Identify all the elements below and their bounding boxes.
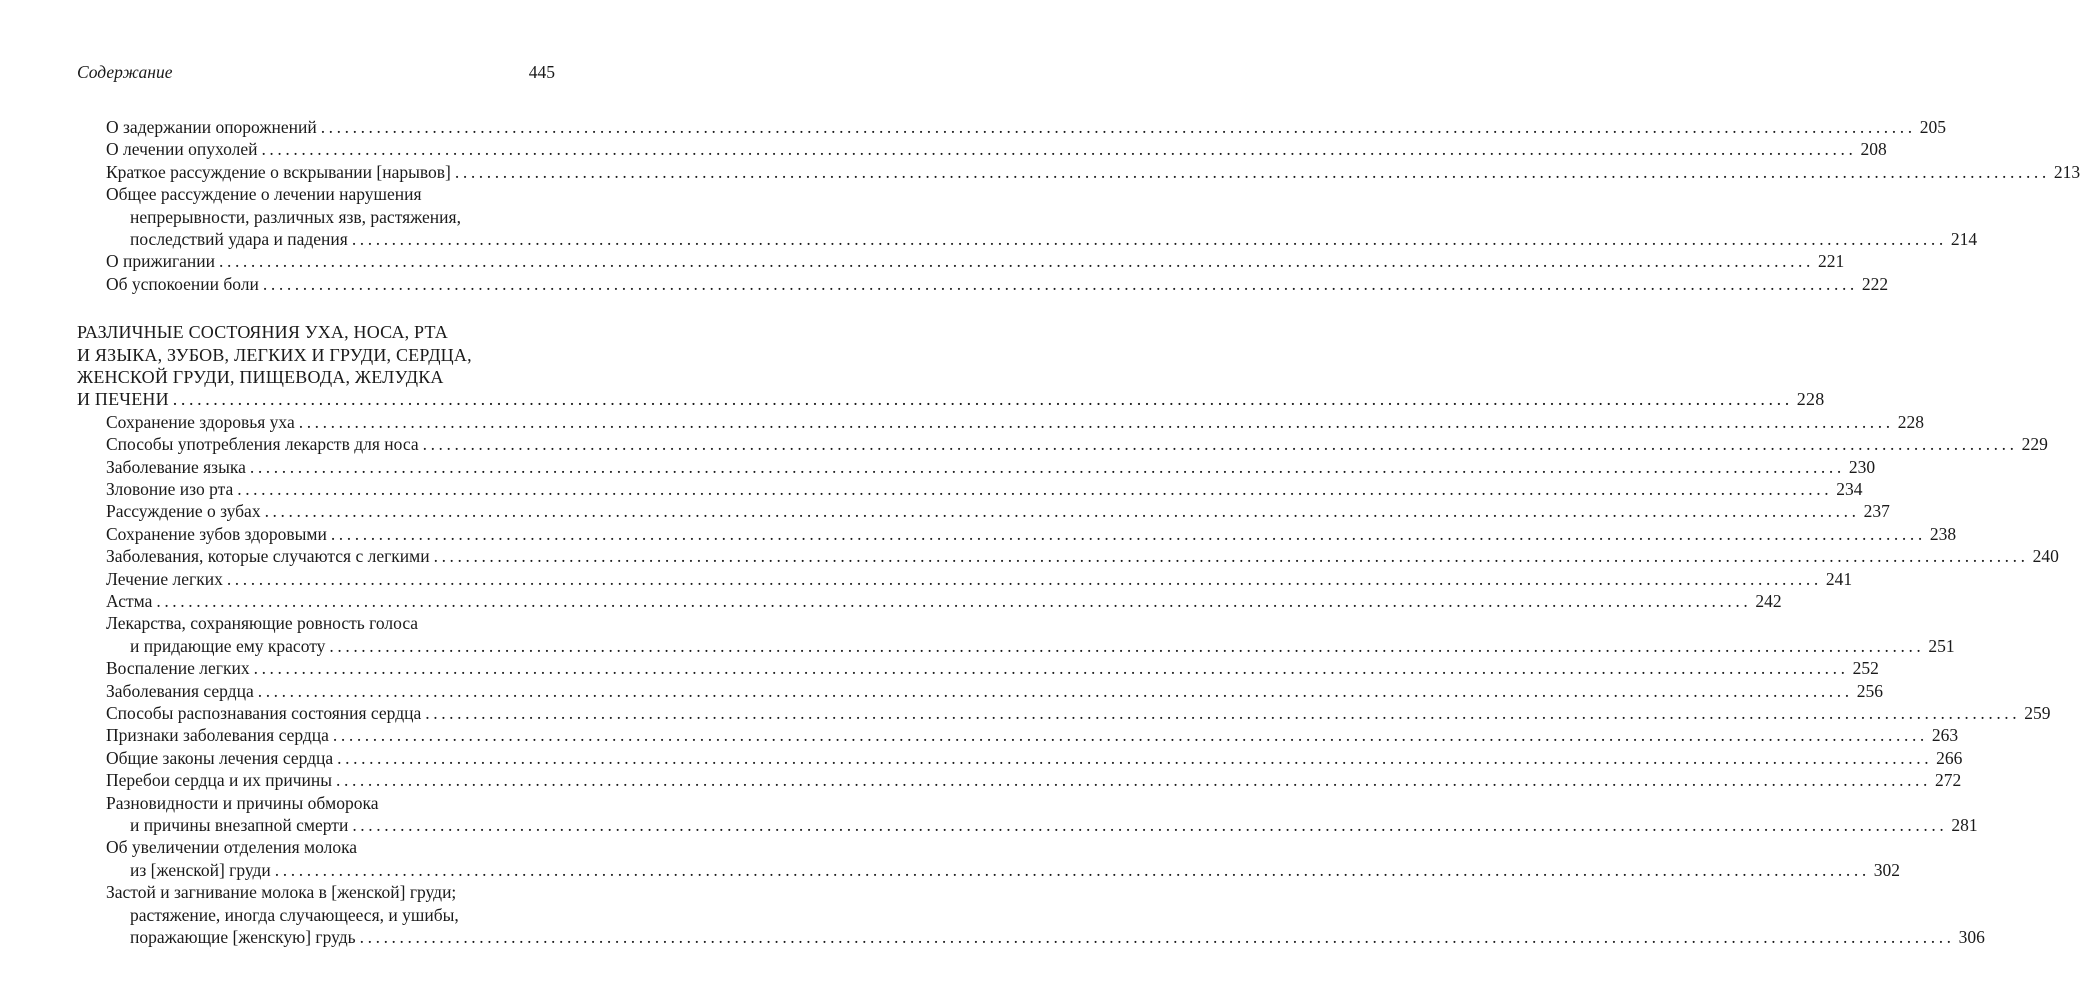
toc-entry-line [106, 702, 2051, 724]
dot-leader: ........................................................................................................................................................................................................ [298, 411, 1894, 432]
toc-entry-line [106, 769, 1962, 791]
dot-leader: ........................................................................................................................................................................................................ [359, 926, 1955, 947]
toc-entry-title: Заболевания сердца [106, 680, 254, 701]
toc-entry-title: О задержании опорожнений [106, 117, 317, 137]
toc-entry-title: Лекарства, сохраняющие ровность голоса [106, 613, 419, 634]
toc-entry-page: 259 [2024, 703, 2051, 723]
toc-entry-title: Воспаление легких [106, 658, 250, 679]
toc-entry-title: Заболевание языка [106, 456, 246, 477]
toc-entry-line [106, 612, 418, 634]
dot-leader: ........................................................................................................................................................................................................ [351, 228, 1947, 249]
toc-entry-line [130, 635, 1955, 657]
toc-entry-line [106, 590, 1782, 612]
toc-entry-line [106, 183, 422, 205]
toc-entry-page: 228 [1796, 389, 1825, 410]
toc-entry-line [77, 344, 472, 366]
toc-entry-page: 213 [2053, 161, 2080, 182]
toc-entry-title: Сохранение здоровья уха [106, 411, 295, 432]
running-title: Содержание [77, 62, 173, 82]
dot-leader: ........................................................................................................................................................................................................ [262, 273, 1858, 294]
toc-entry-page: 306 [1958, 926, 1985, 947]
toc-entry-line [106, 881, 456, 903]
toc-entry-title: Зловоние изо рта [106, 479, 234, 499]
toc-entry-title: ЖЕНСКОЙ ГРУДИ, ПИЩЕВОДА, ЖЕЛУДКА [77, 366, 444, 387]
dot-leader: ........................................................................................................................................................................................................ [433, 546, 2029, 567]
toc-entry-line [106, 747, 1963, 769]
toc-entry-line [130, 926, 1985, 948]
toc-entry-page: 229 [2021, 434, 2048, 455]
toc-entry-line [106, 478, 1863, 500]
toc-entry-line [106, 657, 1879, 679]
toc-entry-page: 263 [1931, 725, 1959, 746]
toc-entry-page: 208 [1860, 139, 1887, 160]
dot-leader: ........................................................................................................................................................................................................ [330, 523, 1926, 544]
toc-entry-line [106, 523, 1957, 545]
dot-leader: ........................................................................................................................................................................................................ [257, 680, 1853, 701]
toc-entry-line [106, 792, 378, 814]
dot-leader: ........................................................................................................................................................................................................ [454, 161, 2050, 182]
toc-entry-title: Застой и загнивание молока в [женской] груди; [106, 882, 457, 903]
toc-entry-title: И ЯЗЫКА, ЗУБОВ, ЛЕГКИХ И ГРУДИ, СЕРДЦА, [77, 344, 472, 365]
dot-leader: ........................................................................................................................................................................................................ [219, 251, 1814, 272]
toc-entry-page: 242 [1755, 591, 1782, 611]
dot-leader: ........................................................................................................................................................................................................ [253, 658, 1849, 679]
toc-entry-line [106, 250, 1845, 272]
toc-entry-page: 214 [1950, 228, 1978, 249]
toc-entry-line [77, 388, 1825, 410]
toc-entry-page: 230 [1848, 456, 1876, 477]
page-header [77, 62, 555, 88]
dot-leader: ........................................................................................................................................................................................................ [261, 139, 1857, 160]
toc-entry-page: 272 [1935, 770, 1962, 791]
toc-entry-line [106, 161, 2080, 183]
toc-entry-line [130, 206, 461, 228]
toc-entry-title: Сохранение зубов здоровыми [106, 523, 327, 544]
dot-leader: ........................................................................................................................................................................................................ [237, 479, 1833, 499]
toc-entry-page: 238 [1929, 523, 1957, 544]
dot-leader: ........................................................................................................................................................................................................ [336, 770, 1931, 791]
dot-leader: ........................................................................................................................................................................................................ [156, 591, 1752, 611]
dot-leader: ........................................................................................................................................................................................................ [332, 725, 1928, 746]
dot-leader: ........................................................................................................................................................................................................ [172, 389, 1793, 410]
toc-entry-line [106, 545, 2059, 567]
toc-entry-line [106, 433, 2048, 455]
toc-entry-title: Рассуждение о зубах [106, 501, 261, 522]
toc-entry-page: 221 [1818, 251, 1845, 272]
toc-entry-line [130, 904, 459, 926]
dot-leader: ........................................................................................................................................................................................................ [352, 814, 1948, 835]
toc-entry-title: растяжение, иногда случающееся, и ушибы, [130, 904, 459, 925]
toc-entry-page: 205 [1919, 117, 1946, 137]
toc-entry-page: 281 [1951, 814, 1978, 835]
toc-entry-line [106, 456, 1876, 478]
dot-leader: ........................................................................................................................................................................................................ [226, 568, 1822, 589]
toc-entry-line [77, 366, 444, 388]
toc-entry-title: Краткое рассуждение о вскрывании [нарывов] [106, 161, 451, 182]
toc-entry-page: 237 [1863, 501, 1890, 522]
dot-leader: ........................................................................................................................................................................................................ [337, 747, 1933, 768]
toc-entry-title: О лечении опухолей [106, 139, 258, 160]
toc-entry-page: 256 [1856, 680, 1883, 701]
toc-entry-title: Перебои сердца и их причины [106, 770, 332, 791]
toc-entry-page: 252 [1852, 658, 1879, 679]
dot-leader: ........................................................................................................................................................................................................ [249, 456, 1845, 477]
dot-leader: ........................................................................................................................................................................................................ [274, 859, 1870, 880]
toc-entry-line [106, 568, 1853, 590]
toc-entry-line [106, 273, 1889, 295]
toc-entry-title: Об успокоении боли [106, 273, 259, 294]
toc-entry-title: Способы употребления лекарств для носа [106, 434, 419, 455]
toc-entry-title: Заболевания, которые случаются с легкими [106, 546, 430, 567]
toc-entry-line [106, 724, 1959, 746]
dot-leader: ........................................................................................................................................................................................................ [425, 703, 2021, 723]
toc-entry-title: последствий удара и падения [130, 228, 348, 249]
toc-entry-page: 241 [1825, 568, 1853, 589]
toc-entry-line [106, 116, 1946, 138]
toc-entry-title: из [женской] груди [130, 859, 271, 880]
toc-entry-title: Общие законы лечения сердца [106, 747, 334, 768]
dot-leader: ........................................................................................................................................................................................................ [329, 635, 1925, 656]
toc-entry-title: Общее рассуждение о лечении нарушения [106, 184, 422, 205]
toc-entry-title: Признаки заболевания сердца [106, 725, 329, 746]
toc-entry-line [130, 228, 1978, 250]
toc-entry-title: и причины внезапной смерти [130, 814, 349, 835]
toc-entry-line [106, 411, 1924, 433]
toc-entry-page: 251 [1928, 635, 1955, 656]
toc-entry-title: Разновидности и причины обморока [106, 792, 379, 813]
toc-entry-title: РАЗЛИЧНЫЕ СОСТОЯНИЯ УХА, НОСА, РТА [77, 322, 448, 343]
dot-leader: ........................................................................................................................................................................................................ [264, 501, 1860, 522]
toc-entry-title: Лечение легких [106, 568, 223, 589]
toc-entry-title: Способы распознавания состояния сердца [106, 703, 422, 723]
toc-entry-page: 302 [1873, 859, 1901, 880]
toc-entry-line [106, 680, 1883, 702]
toc-entry-line [77, 321, 448, 343]
dot-leader: ........................................................................................................................................................................................................ [422, 434, 2018, 455]
toc-entry-line [106, 500, 1890, 522]
toc-entry-title: О прижигании [106, 251, 215, 272]
toc-entry-title: И ПЕЧЕНИ [77, 389, 169, 410]
toc-entry-title: поражающие [женскую] грудь [130, 926, 356, 947]
toc-entry-page: 266 [1936, 747, 1963, 768]
toc-entry-line [130, 859, 1901, 881]
toc-entry-line [130, 814, 1978, 836]
toc-entry-page: 222 [1861, 273, 1889, 294]
dot-leader: ........................................................................................................................................................................................................ [320, 117, 1916, 137]
toc-entry-title: Астма [106, 591, 153, 611]
toc-entry-title: непрерывности, различных язв, растяжения, [130, 206, 461, 227]
toc-entry-title: Об увеличении отделения молока [106, 837, 358, 858]
toc-entry-title: и придающие ему красоту [130, 635, 326, 656]
toc-entry-line [106, 836, 357, 858]
toc-entry-page: 240 [2032, 546, 2059, 567]
toc-entry-page: 234 [1836, 479, 1863, 499]
page-number: 445 [528, 62, 555, 82]
toc-entry-page: 228 [1897, 411, 1924, 432]
toc-entry-line [106, 138, 1887, 160]
